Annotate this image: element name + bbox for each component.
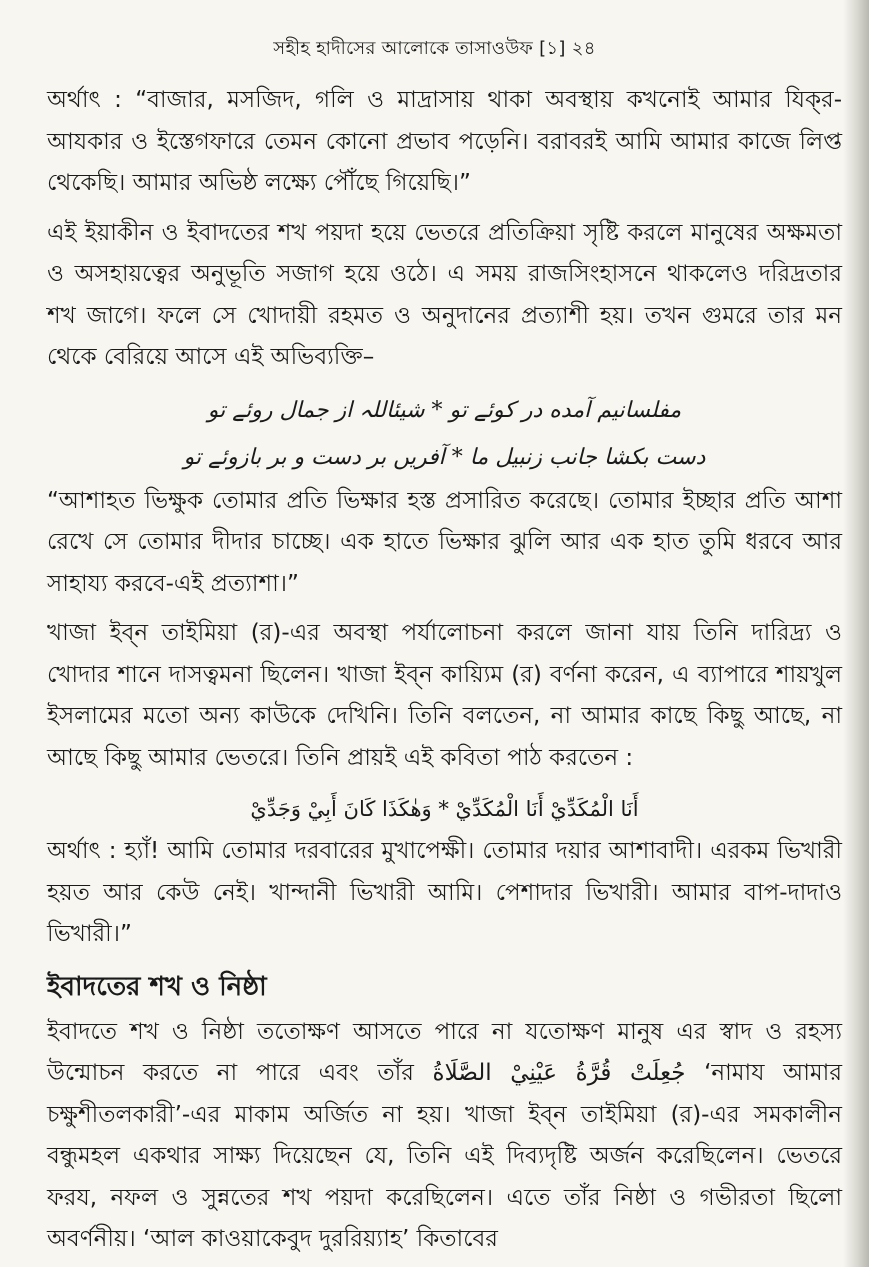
paragraph-verse-translation: অর্থাৎ : হ্যাঁ! আমি তোমার দরবারের মুখাপেক্ষী। তোমার দয়ার আশাবাদী। এরকম ভিখারী হয়ত আর কেউ নেই। খান্দানী ভিখারী আমি। পেশাদার ভিখারী। আমার বাপ-দাদাও ভিখারী।” [47, 838, 842, 947]
running-header: সহীহ হাদীসের আলোকে তাসাওউফ [১] ২৪ [273, 38, 596, 59]
paragraph-translation-1: অর্থাৎ : “বাজার, মসজিদ, গলি ও মাদ্রাসায় থাকা অবস্থায় কখনোই আমার যিক্‌র-আযকার ও ইস্তেগফারে তেমন কোনো প্রভাব পড়েনি। বরাবরই আমি আমার কাজে লিপ্ত থেকেছি। আমার অভিষ্ঠ লক্ষ্যে পৌঁছে গিয়েছি।” [47, 87, 842, 196]
page-body [47, 80, 842, 1267]
persian-couplet-line-2: دست بکشا جانب زنبیل ما * آفریں بر دست و بر بازوئے تو [183, 444, 706, 470]
persian-couplet-line-1: مفلسانیم آمده در کوئے تو * شیئاللہ از جمال روئے تو [207, 397, 682, 423]
arabic-verse: أَنَا الْمُكَدِّيْ أَنَا الْمُكَدِّيْ * وَهٰكَذَا كَانَ أَبِيْ وَجَدِّيْ [250, 797, 639, 821]
paragraph-yakin: এই ইয়াকীন ও ইবাদতের শখ পয়দা হয়ে ভেতরে প্রতিক্রিয়া সৃষ্টি করলে মানুষের অক্ষমতা ও অসহায়ত্বের অনুভূতি সজাগ হয়ে ওঠে। এ সময় রাজসিংহাসনে থাকলেও দরিদ্রতার শখ জাগে। ফলে সে খোদায়ী রহমত ও অনুদানের প্রত্যাশী হয়। তখন গুমরে তার মন থেকে বেরিয়ে আসে এই অভিব্যক্তি– [47, 219, 842, 370]
paragraph-couplet-translation: “আশাহত ভিক্ষুক তোমার প্রতি ভিক্ষার হস্ত প্রসারিত করেছে। তোমার ইচ্ছার প্রতি আশা রেখে সে তোমার দীদার চাচ্ছে। এক হাতে ভিক্ষার ঝুলি আর এক হাত তুমি ধরবে আর সাহায্য করবে-এই প্রত্যাশা।” [47, 487, 842, 597]
paragraph-ibadat-part-2: ‘নামায আমার চক্ষুশীতলকারী’-এর মাকাম অর্জিত না হয়। খাজা ইব্‌ন তাইমিয়া (র)-এর সমকালীন বন্ধুমহল একথার সাক্ষ্য দিয়েছেন যে, তিনি এই দিব্যদৃষ্টি অর্জন করেছিলেন। ভেতরে ফরয, নফল ও সুন্নতের শখ পয়দা করেছিলেন। এতে তাঁর নিষ্ঠা ও গভীরতা ছিলো অবর্ণনীয়। ‘আল কাওয়াকেবুদ দুররিয়্যাহ’ কিতাবের [47, 1060, 842, 1252]
paragraph-ibn-taymiyyah: খাজা ইব্‌ন তাইমিয়া (র)-এর অবস্থা পর্যালোচনা করলে জানা যায় তিনি দারিদ্র্য ও খোদার শানে দাসত্বমনা ছিলেন। খাজা ইব্‌ন কায়্যিম (র) বর্ণনা করেন, এ ব্যাপারে শায়খুল ইসলামের মতো অন্য কাউকে দেখিনি। তিনি বলতেন, না আমার কাছে কিছু আছে, না আছে কিছু আমার ভেতরে। তিনি প্রায়ই এই কবিতা পাঠ করতেন : [47, 620, 842, 771]
section-heading: ইবাদতের শখ ও নিষ্ঠা [47, 971, 267, 1002]
book-spine-shadow [843, 0, 869, 1267]
paragraph-ibadat [47, 1012, 842, 1261]
inline-arabic-hadith: جُعِلَتْ قُرَّةُ عَيْنِيْ الصَّلَاةُ [432, 1060, 686, 1086]
paragraph-ibadat-part-1: ইবাদতে শখ ও নিষ্ঠা ততোক্ষণ আসতে পারে না যতোক্ষণ মানুষ এর স্বাদ ও রহস্য উন্মোচন করতে না পারে এবং তাঁর [47, 1018, 842, 1086]
